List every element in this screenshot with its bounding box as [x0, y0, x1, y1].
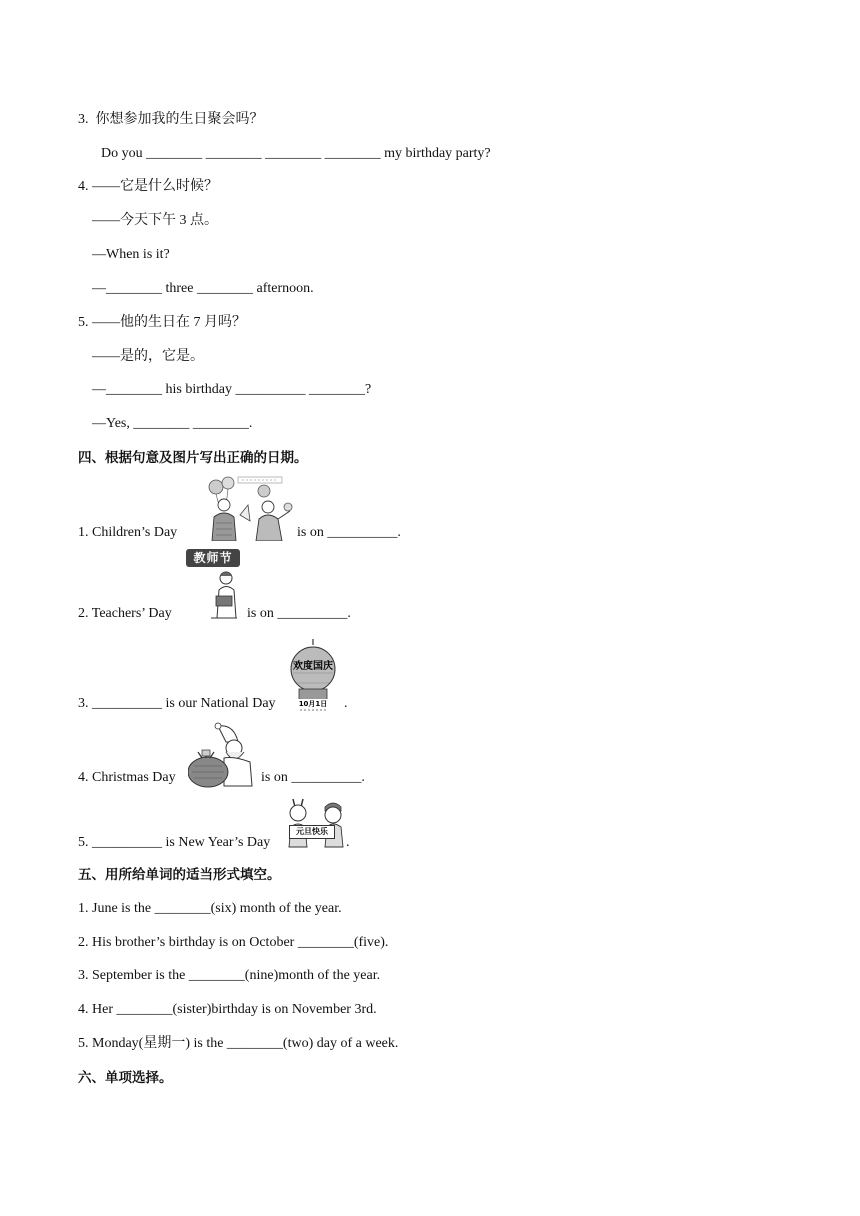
- q3-4-english-answer: —________ three ________ afternoon.: [92, 281, 314, 296]
- national-day-lantern: 欢度国庆 10月1日: [289, 639, 337, 715]
- s5-item-5: 5. Monday(星期一) is the ________(two) day of a week.: [78, 1036, 399, 1051]
- q3-4-chinese-question: 4. ——它是什么时候？: [78, 179, 218, 194]
- teachers-day-sign: 教师节: [186, 549, 240, 567]
- s5-item-4: 4. Her ________(sister)birthday is on November 3rd.: [78, 1002, 377, 1017]
- s4-item-1-blank: is on __________.: [297, 525, 401, 540]
- s4-item-2-text: 2. Teachers’ Day: [78, 606, 172, 621]
- section-5-title: 五、用所给单词的适当形式填空。: [78, 867, 281, 883]
- q3-3-english: Do you ________ ________ ________ ________ my birthday party?: [101, 146, 491, 161]
- q3-5-english-answer: —Yes, ________ ________.: [92, 416, 253, 431]
- q3-5-chinese-answer: ——是的，它是。: [92, 349, 204, 364]
- s5-item-1: 1. June is the ________(six) month of the year.: [78, 901, 342, 916]
- s5-item-2: 2. His brother’s birthday is on October ________(five).: [78, 935, 389, 950]
- section-6-title: 六、单项选择。: [78, 1070, 173, 1086]
- teacher-picture: [209, 570, 239, 620]
- santa-claus-picture: [188, 722, 256, 790]
- q3-5-chinese-question: 5. ——他的生日在 7 月吗？: [78, 315, 246, 330]
- s4-item-3-text: 3. __________ is our National Day: [78, 696, 276, 711]
- s4-item-5-text: 5. __________ is New Year’s Day: [78, 835, 271, 850]
- q3-3-chinese: 3. 你想参加我的生日聚会吗？: [78, 112, 264, 127]
- s4-item-3-end: .: [344, 696, 348, 711]
- s4-item-1-text: 1. Children’s Day: [78, 525, 178, 540]
- s5-item-3: 3. September is the ________(nine)month of the year.: [78, 968, 381, 983]
- s4-item-2-blank: is on __________.: [247, 606, 351, 621]
- s4-item-4-text: 4. Christmas Day: [78, 770, 176, 785]
- s4-item-4-blank: is on __________.: [261, 770, 365, 785]
- section-4-title: 四、根据句意及图片写出正确的日期。: [78, 450, 308, 466]
- childrens-day-picture: [202, 475, 294, 541]
- s4-item-5-end: .: [346, 835, 350, 850]
- new-year-picture: 元旦快乐: [285, 797, 349, 849]
- q3-5-english-question: —________ his birthday __________ ________?: [92, 382, 372, 397]
- q3-4-english-question: —When is it?: [92, 247, 170, 262]
- q3-4-chinese-answer: ——今天下午 3 点。: [92, 213, 218, 228]
